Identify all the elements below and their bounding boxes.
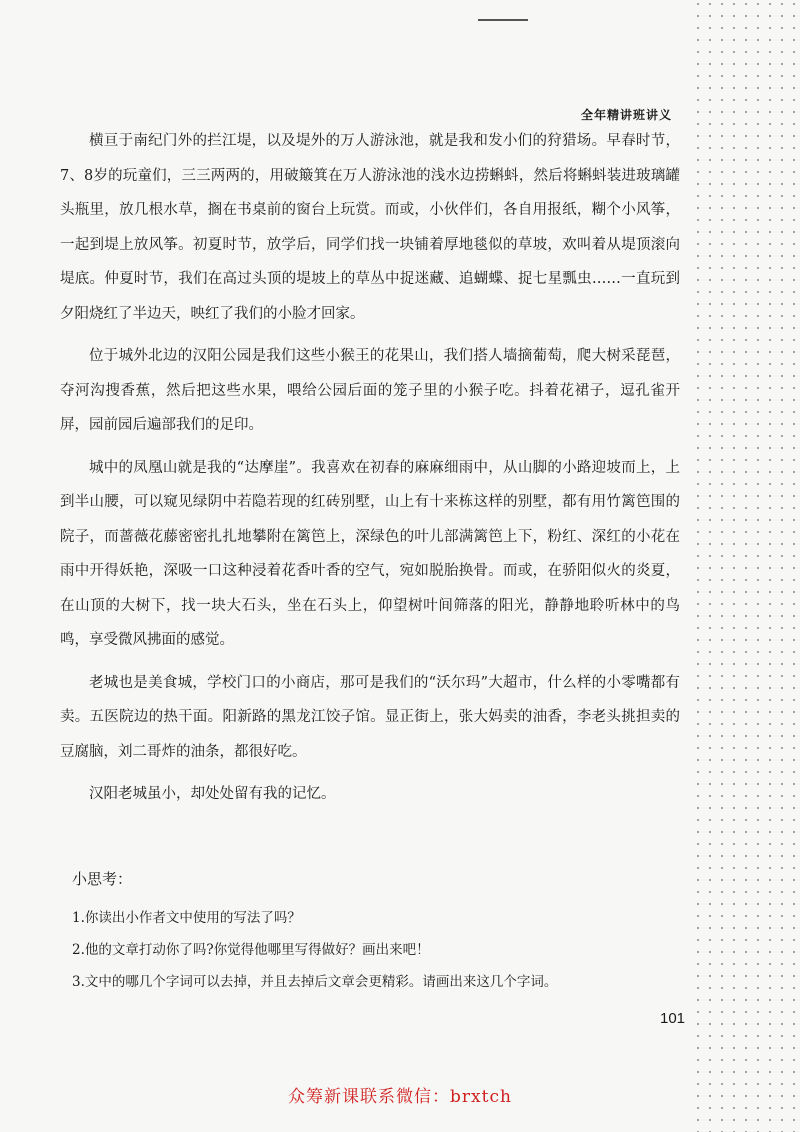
- paragraph-3: 城中的凤凰山就是我的“达摩崖”。我喜欢在初春的麻麻细雨中，从山脚的小路迎坡而上，上到半山腰，可以窥见绿阴中若隐若现的红砖别墅，山上有十来栋这样的别墅，都有用竹篱笆围的院子，而蔷薇花藤密密扎扎地攀附在篱笆上，深绿色的叶儿部满篱笆上下，粉红、深红的小花在雨中开得妖艳，深吸一口这种浸着花香叶香的空气，宛如脱胎换骨。而或，在骄阳似火的炎夏，在山顶的大树下，找一块大石头，坐在石头上，仰望树叶间筛落的阳光，静静地聆听林中的鸟鸣，享受微风拂面的感觉。: [60, 459, 680, 648]
- page-number: 101: [660, 1010, 686, 1027]
- top-rule: [478, 19, 528, 21]
- questions-title: 小思考：: [72, 870, 133, 888]
- question-1: 1.你读出小作者文中使用的写法了吗？: [72, 910, 301, 926]
- question-3: 3.文中的哪几个字词可以去掉，并且去掉后文章会更精彩。请画出来这几个字词。: [72, 974, 558, 990]
- paragraph-1: 横亘于南纪门外的拦江堤，以及堤外的万人游泳池，就是我和发小们的狩猎场。早春时节，7、8岁的玩童们，三三两两的，用破簸箕在万人游泳池的浅水边捞蝌蚪，然后将蝌蚪装进玻璃罐头瓶里，放几根水草，搁在书桌前的窗台上玩赏。而或，小伙伴们，各自用报纸，糊个小风筝，一起到堤上放风筝。初夏时节，放学后，同学们找一块铺着厚地毯似的草坡，欢叫着从堤顶滚向堤底。仲夏时节，我们在高过头顶的堤坡上的草丛中捉迷藏、追蝴蝶、捉七星瓢虫……一直玩到夕阳烧红了半边天，映红了我们的小脸才回家。: [60, 133, 680, 322]
- question-2: 2.他的文章打动你了吗?你觉得他哪里写得做好？画出来吧！: [72, 942, 430, 958]
- article-body: [60, 124, 680, 812]
- paragraph-4: 老城也是美食城，学校门口的小商店，那可是我们的“沃尔玛”大超市，什么样的小零嘴都有卖。五医院边的热干面。阳新路的黑龙江饺子馆。显正街上，张大妈卖的油香，李老头挑担卖的豆腐脑，刘二哥炸的油条，都很好吃。: [60, 674, 680, 760]
- paragraph-2: 位于城外北边的汉阳公园是我们这些小猴王的花果山，我们搭人墙摘葡萄，爬大树采琵琶，夺河沟搜香蕉，然后把这些水果，喂给公园后面的笼子里的小猴子吃。抖着花裙子，逗孔雀开屏，园前园后遍部我们的足印。: [60, 348, 680, 433]
- header-title: 全年精讲班讲义: [580, 108, 672, 122]
- paragraph-5: 汉阳老城虽小，却处处留有我的记忆。: [89, 786, 336, 802]
- contact-watermark: 众筹新课联系微信：brxtch: [288, 1087, 512, 1107]
- dotted-margin-pattern: [688, 0, 800, 1132]
